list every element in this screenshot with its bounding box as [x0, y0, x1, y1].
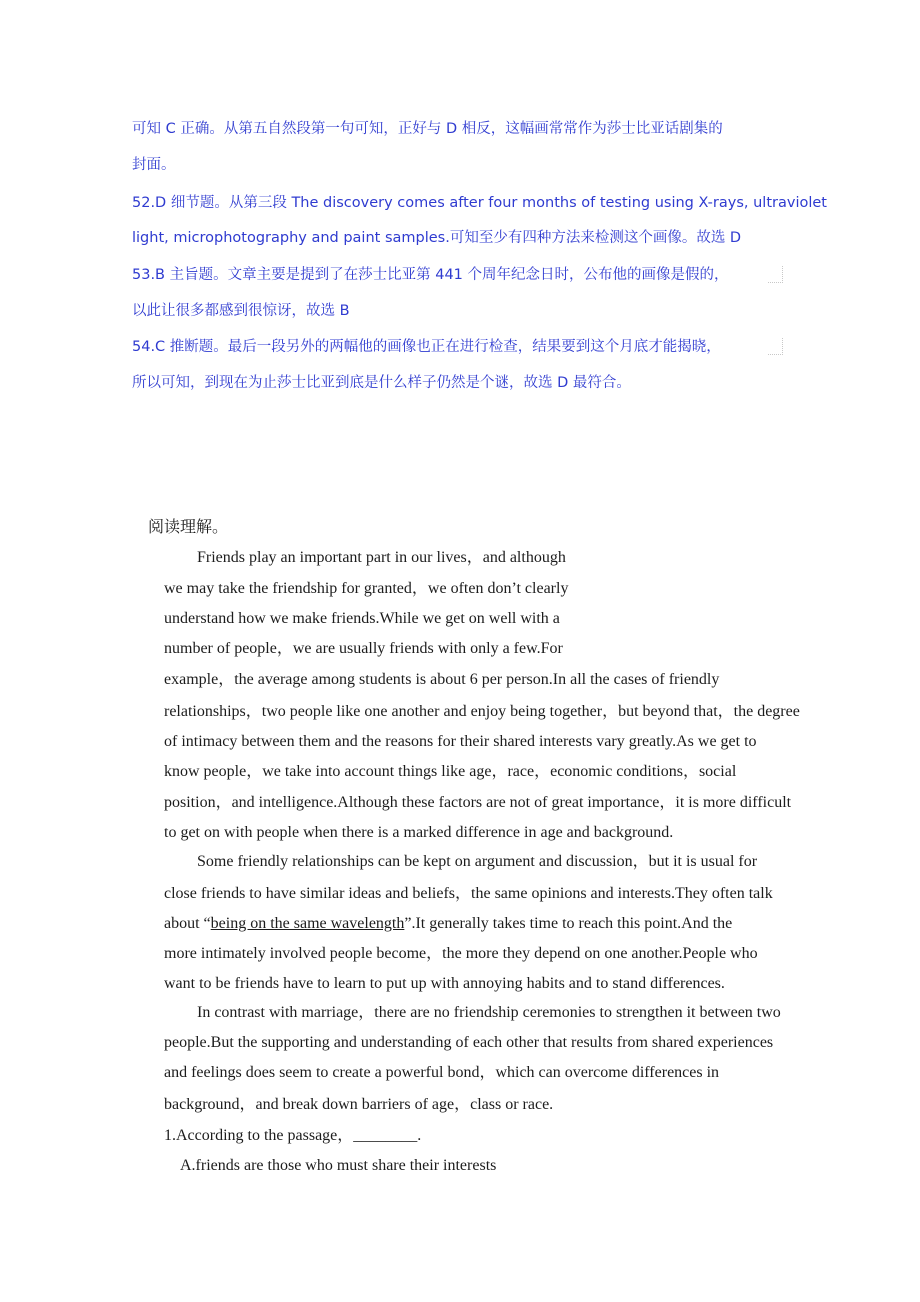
answer-53-line: 以此让很多都感到很惊讶，故选 B	[132, 303, 350, 319]
section-heading: 阅读理解。	[148, 519, 229, 536]
passage-text: ”.It generally takes time to reach this point.And the	[404, 915, 733, 932]
answer-52-line: 52.D 细节题。从第三段 The discovery comes after four months of testing using X-rays, ultraviolet	[132, 195, 827, 211]
paragraph-mark	[768, 338, 783, 355]
passage-line: people.But the supporting and understanding of each other that results from shared experiences	[164, 1034, 774, 1051]
underlined-phrase: being on the same wavelength	[210, 915, 405, 932]
passage-line: position，and intelligence.Although these factors are not of great importance，it is more difficult	[164, 794, 792, 811]
passage-line: of intimacy between them and the reasons for their shared interests vary greatly.As we get to	[164, 733, 757, 750]
answer-53-line: 53.B 主旨题。文章主要是提到了在莎士比亚第 441 个周年纪念日时，公布他的画像是假的，	[132, 267, 729, 283]
passage-text: about “	[164, 915, 211, 932]
passage-line: to get on with people when there is a marked difference in age and background.	[164, 824, 674, 841]
passage-line: relationships，two people like one another and enjoy being together，but beyond that，the degree	[164, 703, 800, 720]
passage-line: understand how we make friends.While we get on well with a	[164, 610, 560, 627]
passage-line: background，and break down barriers of age，class or race.	[164, 1096, 554, 1113]
paragraph-mark	[768, 266, 783, 283]
passage-line: close friends to have similar ideas and beliefs，the same opinions and interests.They often talk	[164, 885, 773, 902]
passage-line: we may take the friendship for granted，we often don’t clearly	[164, 580, 569, 597]
passage-line: Some friendly relationships can be kept on argument and discussion，but it is usual for	[197, 853, 758, 870]
passage-line: Friends play an important part in our lives，and although	[197, 549, 566, 566]
answer-line: 可知 C 正确。从第五自然段第一句可知，正好与 D 相反，这幅画常常作为莎士比亚话剧集的	[132, 121, 723, 137]
passage-line: know people，we take into account things like age，race，economic conditions，social	[164, 763, 737, 780]
option-a: A.friends are those who must share their interests	[180, 1157, 497, 1174]
answer-54-line: 所以可知，到现在为止莎士比亚到底是什么样子仍然是个谜，故选 D 最符合。	[132, 375, 631, 391]
passage-line: number of people，we are usually friends with only a few.For	[164, 640, 563, 657]
passage-line: In contrast with marriage，there are no friendship ceremonies to strengthen it between two	[197, 1004, 781, 1021]
answer-54-line: 54.C 推断题。最后一段另外的两幅他的画像也正在进行检查，结果要到这个月底才能揭晓，	[132, 339, 721, 355]
passage-line: example，the average among students is about 6 per person.In all the cases of friendly	[164, 671, 720, 688]
passage-line: and feelings does seem to create a powerful bond，which can overcome differences in	[164, 1064, 720, 1081]
answer-line: 封面。	[132, 157, 176, 173]
passage-line: want to be friends have to learn to put up with annoying habits and to stand differences.	[164, 975, 725, 992]
passage-line: more intimately involved people become，the more they depend on one another.People who	[164, 945, 758, 962]
question-1: 1.According to the passage，________.	[164, 1127, 422, 1144]
passage-line	[164, 914, 732, 934]
answer-52-line: light, microphotography and paint samples.可知至少有四种方法来检测这个画像。故选 D	[132, 230, 742, 246]
